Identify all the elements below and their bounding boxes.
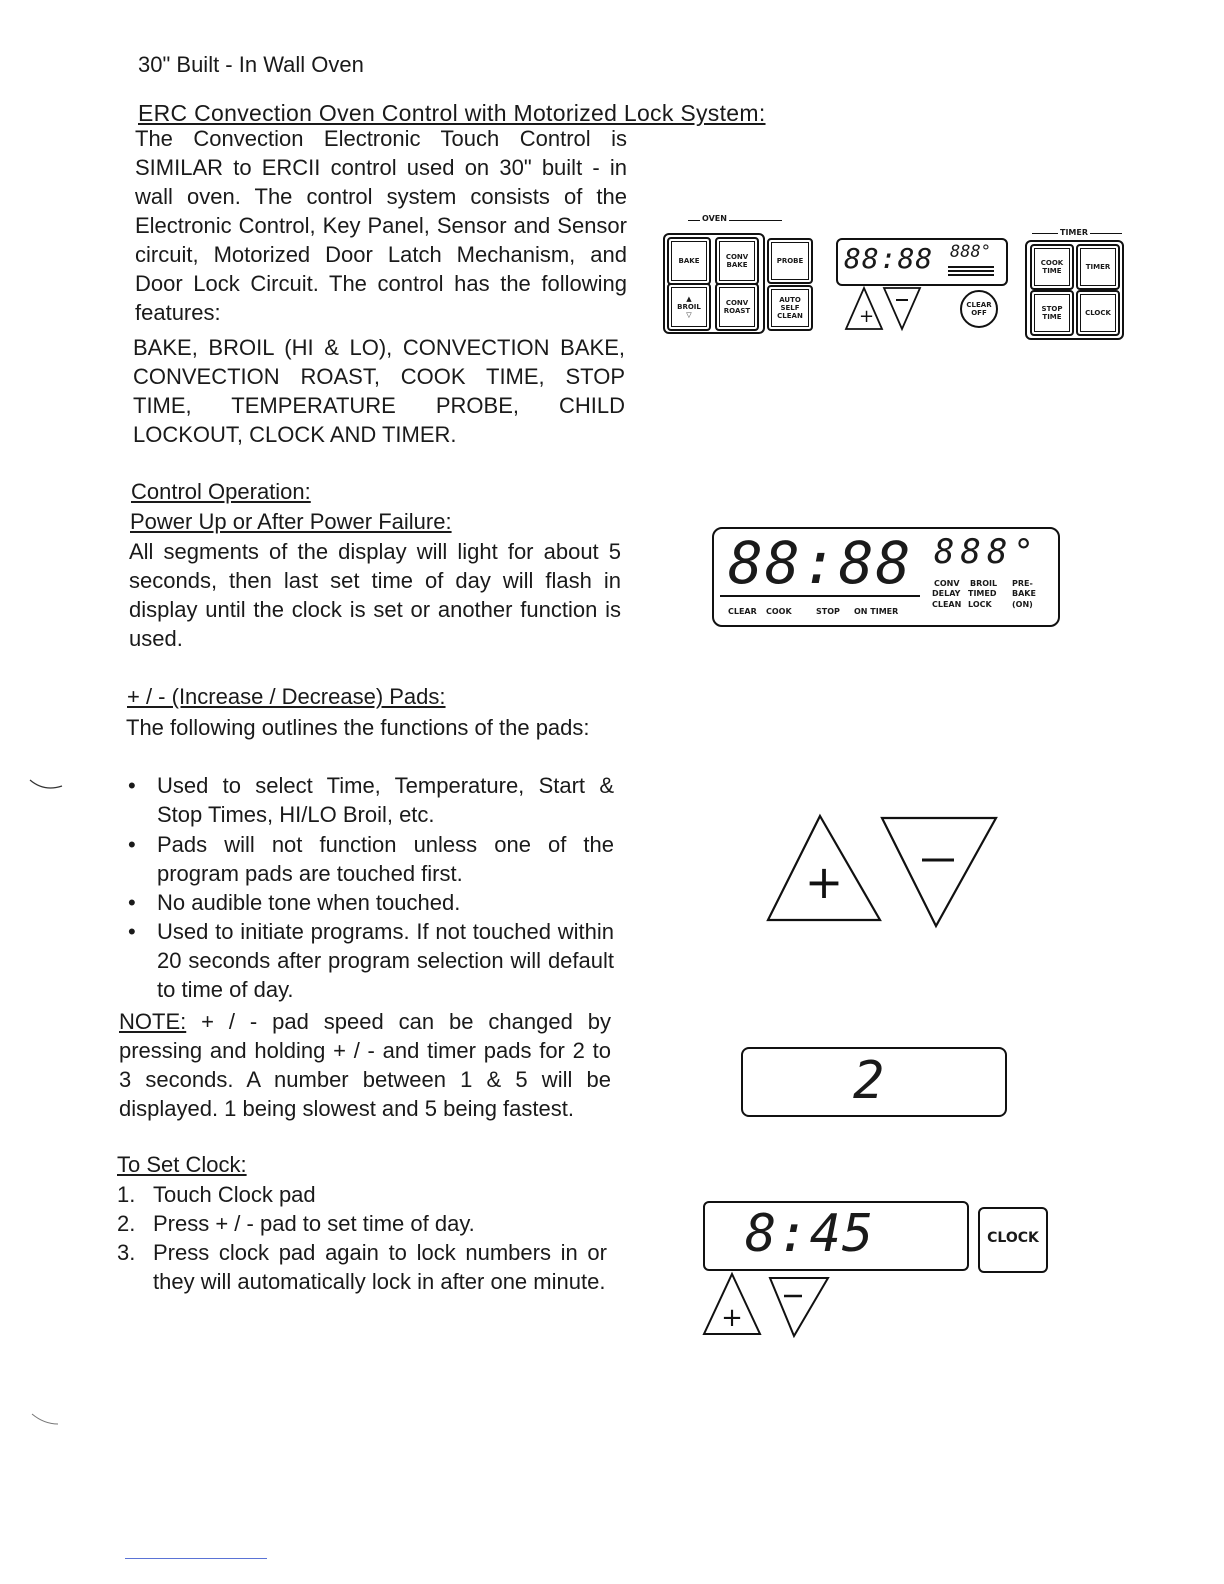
note-label: NOTE:	[119, 1009, 187, 1034]
lcd-label-delay: DELAY	[932, 589, 961, 598]
probe-key[interactable]: PROBE	[767, 238, 813, 284]
clock-button[interactable]	[978, 1207, 1048, 1273]
lcd-label-pre: PRE-	[1012, 579, 1033, 588]
lcd-label-conv: CONV	[934, 579, 960, 588]
scan-mark	[30, 1410, 70, 1430]
oven-group-label: OVEN	[702, 214, 727, 223]
clock-plus-sign: +	[721, 1303, 743, 1333]
power-up-subheading: Power Up or After Power Failure:	[130, 509, 452, 534]
note-text: + / - pad speed can be changed by pressing and holding + / - and timer pads for 2 to 3 seconds. A number between 1 & 5 will be displayed. 1 being slowest and 5 being fastest.	[119, 1009, 611, 1121]
minus-pad[interactable]	[882, 818, 996, 926]
timer-key[interactable]: TIMER	[1076, 244, 1120, 290]
timer-group-label: TIMER	[1060, 228, 1089, 237]
clock-minus-pad[interactable]	[770, 1278, 828, 1336]
panel-display	[836, 238, 1008, 286]
lcd-label-bake: BAKE	[1012, 589, 1036, 598]
panel-display-digits: 88:88	[844, 242, 934, 275]
control-panel-illustration	[660, 214, 1122, 342]
stop-time-key[interactable]: STOP TIME	[1030, 290, 1074, 336]
scan-mark	[28, 776, 68, 796]
conv-roast-key[interactable]: CONV ROAST	[715, 283, 759, 331]
lcd-label-clear: CLEAR	[728, 607, 757, 616]
bullet-item: • No audible tone when touched.	[124, 888, 614, 917]
pads-intro: The following outlines the functions of the pads:	[126, 715, 590, 740]
broil-key[interactable]: ▲ BROIL ▽	[667, 283, 711, 331]
full-lcd-display	[712, 527, 1060, 627]
control-operation-heading: Control Operation:	[131, 479, 311, 504]
step-item: 3. Press clock pad again to lock numbers in or they will automatically lock in after one minute.	[117, 1240, 607, 1294]
full-lcd-digits: 88:88	[728, 529, 913, 597]
lcd-label-clean: CLEAN	[932, 600, 962, 609]
lcd-label-stop: STOP	[816, 607, 840, 616]
intro-paragraph: The Convection Electronic Touch Control is SIMILAR to ERCII control used on 30" built - in wall oven. The control system consists of the Electronic Control, Key Panel, Sensor and Sensor circuit, Motorized Door Latch Mechanism, and Door Lock Circuit. The control has the following features:	[135, 126, 627, 325]
set-clock-steps	[117, 1180, 607, 1296]
clock-plus-pad[interactable]	[704, 1274, 760, 1334]
full-lcd-temp: 888°	[934, 532, 1040, 572]
lcd-label-lock: LOCK	[968, 600, 992, 609]
speed-display-value: 2	[853, 1051, 885, 1111]
footer-rule	[125, 1558, 267, 1559]
cook-time-key[interactable]: COOK TIME	[1030, 244, 1074, 290]
clock-display	[703, 1201, 969, 1271]
bullet-item: • Used to initiate programs. If not touched within 20 seconds after program selection will default to time of day.	[124, 917, 614, 1004]
panel-display-temp: 888°	[950, 242, 991, 262]
auto-self-clean-key[interactable]: AUTO SELF CLEAN	[767, 285, 813, 331]
set-clock-heading: To Set Clock:	[117, 1152, 247, 1177]
features-list: BAKE, BROIL (HI & LO), CONVECTION BAKE, CONVECTION ROAST, COOK TIME, STOP TIME, TEMPERATURE PROBE, CHILD LOCKOUT, CLOCK AND TIMER.	[133, 335, 625, 447]
clock-plus-minus-pads	[702, 1270, 830, 1338]
page-header: 30" Built - In Wall Oven	[138, 52, 364, 77]
plus-pad[interactable]	[768, 816, 880, 920]
lcd-label-broil: BROIL	[970, 579, 998, 588]
clear-off-key[interactable]: CLEAR OFF	[960, 290, 998, 328]
panel-display-indicators	[948, 266, 994, 278]
lcd-label-on: (ON)	[1012, 600, 1033, 609]
section-heading-erc: ERC Convection Oven Control with Motorized Lock System:	[138, 100, 766, 126]
increase-decrease-heading: + / - (Increase / Decrease) Pads:	[127, 684, 446, 709]
step-item: 2. Press + / - pad to set time of day.	[117, 1211, 475, 1236]
large-plus-minus-pads	[764, 812, 1002, 932]
conv-bake-key[interactable]: CONV BAKE	[715, 237, 759, 285]
speed-display	[741, 1047, 1007, 1117]
bullet-item: • Used to select Time, Temperature, Start & Stop Times, HI/LO Broil, etc.	[124, 771, 614, 829]
bake-key[interactable]: BAKE	[667, 237, 711, 285]
step-item: 1. Touch Clock pad	[117, 1182, 316, 1207]
svg-text:+: +	[859, 306, 875, 327]
bullet-item: • Pads will not function unless one of the program pads are touched first.	[124, 830, 614, 888]
note-paragraph	[119, 1007, 611, 1123]
power-up-paragraph: All segments of the display will light for about 5 seconds, then last set time of day will flash in display until the clock is set or another function is used.	[129, 539, 621, 651]
clock-display-time: 8:45	[745, 1204, 875, 1264]
pads-bullet-list	[124, 771, 614, 1004]
lcd-label-on-timer: ON TIMER	[854, 607, 899, 616]
clock-key[interactable]: CLOCK	[1076, 290, 1120, 336]
lcd-label-timed: TIMED	[968, 589, 997, 598]
panel-plus-minus-pads[interactable]	[844, 286, 924, 332]
clock-button-label: CLOCK	[987, 1230, 1039, 1246]
plus-sign: +	[804, 855, 844, 909]
lcd-label-cook: COOK	[766, 607, 792, 616]
